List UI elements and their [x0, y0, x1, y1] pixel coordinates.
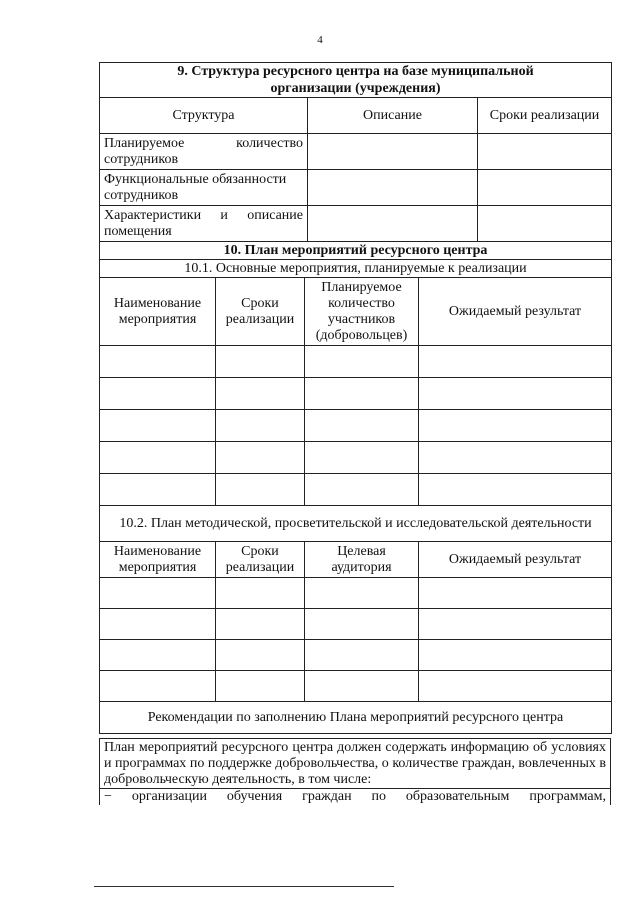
sub1-cell[interactable]: [419, 378, 612, 410]
sub2-cell[interactable]: [305, 609, 419, 640]
sub1-header-terms: Сроки реализации: [216, 278, 305, 346]
section9-table: [99, 62, 612, 242]
section9-title-line2: организации (учреждения): [270, 81, 441, 96]
sub1-cell[interactable]: [305, 474, 419, 506]
section9-row-label: Характеристики и описание помещения: [100, 206, 308, 242]
sub2-header-audience: Целевая аудитория: [305, 542, 419, 578]
sub1-cell[interactable]: [216, 410, 305, 442]
sub2-cell[interactable]: [305, 578, 419, 609]
sub1-cell[interactable]: [100, 410, 216, 442]
section10-2-title: 10.2. План методической, просветительской и исследовательской деятельности: [100, 506, 612, 542]
sub2-cell[interactable]: [216, 640, 305, 671]
sub1-cell[interactable]: [100, 442, 216, 474]
sub1-header-participants: Планируемое количество участников (добровольцев): [305, 278, 419, 346]
sub1-cell[interactable]: [305, 346, 419, 378]
section9-title: [100, 63, 612, 98]
section9-row-label: Функциональные обязанности сотрудников: [100, 170, 308, 206]
sub2-cell[interactable]: [419, 578, 612, 609]
sub2-cell[interactable]: [305, 640, 419, 671]
recommendations-box: [99, 738, 611, 805]
recommendations-text: План мероприятий ресурсного центра должен содержать информацию об условиях и программах по поддержке добровольчества, о количестве граждан, вовлеченных в добровольческую деятельность, в том числе:: [104, 740, 606, 787]
section9-header-description: Описание: [308, 98, 478, 134]
document-body: [99, 62, 611, 805]
sub2-cell[interactable]: [100, 609, 216, 640]
sub1-header-name: Наименование мероприятия: [100, 278, 216, 346]
section10-table: [99, 241, 612, 734]
section9-cell[interactable]: [308, 170, 478, 206]
sub2-header-terms: Сроки реализации: [216, 542, 305, 578]
sub2-cell[interactable]: [216, 578, 305, 609]
sub1-cell[interactable]: [100, 378, 216, 410]
footnote-separator: [94, 886, 394, 887]
recommendations-bullet: − организации обучения граждан по образовательным программам,: [100, 788, 610, 805]
sub1-cell[interactable]: [419, 474, 612, 506]
section9-header-terms: Сроки реализации: [478, 98, 612, 134]
sub1-cell[interactable]: [100, 474, 216, 506]
sub1-cell[interactable]: [305, 442, 419, 474]
section9-cell[interactable]: [478, 170, 612, 206]
sub2-cell[interactable]: [419, 609, 612, 640]
section10-title: 10. План мероприятий ресурсного центра: [100, 242, 612, 260]
section10-1-title: 10.1. Основные мероприятия, планируемые к реализации: [100, 260, 612, 278]
sub1-cell[interactable]: [216, 442, 305, 474]
sub2-cell[interactable]: [100, 671, 216, 702]
sub1-cell[interactable]: [419, 442, 612, 474]
sub1-cell[interactable]: [216, 378, 305, 410]
section9-cell[interactable]: [478, 134, 612, 170]
sub1-cell[interactable]: [305, 378, 419, 410]
sub1-cell[interactable]: [216, 346, 305, 378]
section9-cell[interactable]: [308, 134, 478, 170]
sub2-cell[interactable]: [100, 640, 216, 671]
sub1-cell[interactable]: [419, 346, 612, 378]
page-number: 4: [317, 34, 323, 46]
sub2-cell[interactable]: [419, 640, 612, 671]
sub1-cell[interactable]: [305, 410, 419, 442]
sub2-header-name: Наименование мероприятия: [100, 542, 216, 578]
sub2-cell[interactable]: [216, 609, 305, 640]
section9-cell[interactable]: [478, 206, 612, 242]
sub2-cell[interactable]: [419, 671, 612, 702]
sub1-cell[interactable]: [216, 474, 305, 506]
sub2-cell[interactable]: [305, 671, 419, 702]
sub1-header-result: Ожидаемый результат: [419, 278, 612, 346]
sub2-header-result: Ожидаемый результат: [419, 542, 612, 578]
recommendations-title: Рекомендации по заполнению Плана мероприятий ресурсного центра: [100, 702, 612, 734]
section9-cell[interactable]: [308, 206, 478, 242]
sub1-cell[interactable]: [100, 346, 216, 378]
sub2-cell[interactable]: [216, 671, 305, 702]
sub2-cell[interactable]: [100, 578, 216, 609]
sub1-cell[interactable]: [419, 410, 612, 442]
section9-title-line1: 9. Структура ресурсного центра на базе муниципальной: [177, 64, 534, 79]
section9-row-label: Планируемое количество сотрудников: [100, 134, 308, 170]
section9-header-structure: Структура: [100, 98, 308, 134]
